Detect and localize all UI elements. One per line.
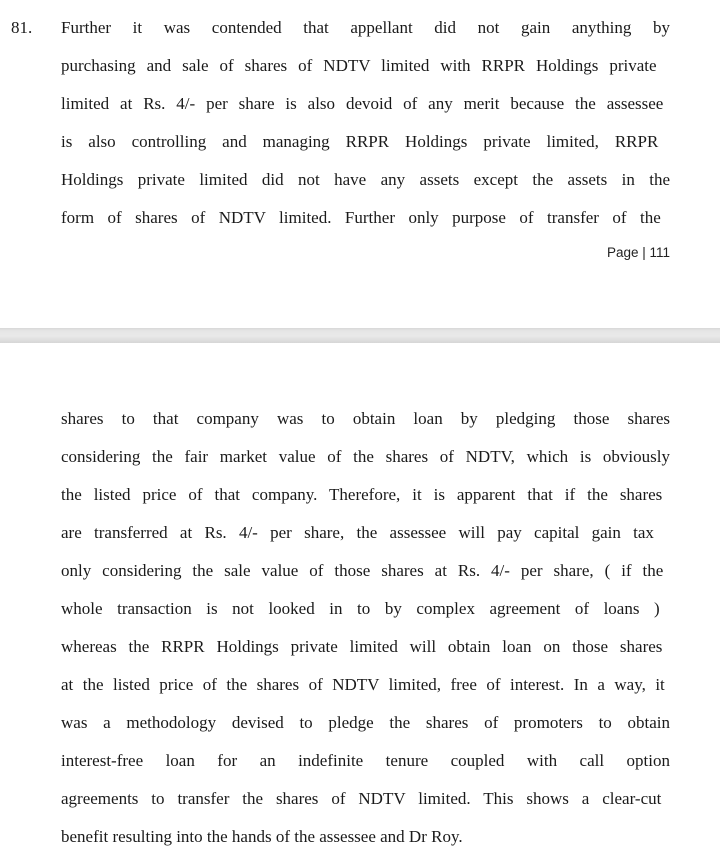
page-number-footer: Page | 111: [606, 245, 670, 260]
text-line: purchasing and sale of shares of NDTV limited with RRPR Holdings private: [61, 56, 657, 75]
text-line: agreements to transfer the shares of NDTV limited. This shows a clear-cut: [61, 789, 662, 808]
text-line: interest-free loan for an indefinite tenure coupled with call option: [61, 751, 670, 770]
text-line: are transferred at Rs. 4/- per share, the assessee will pay capital gain tax: [61, 523, 654, 542]
document-page-112: [0, 343, 720, 859]
text-line: limited at Rs. 4/- per share is also devoid of any merit because the assessee: [61, 94, 664, 113]
text-line: shares to that company was to obtain loan by pledging those shares: [61, 409, 670, 428]
text-line: form of shares of NDTV limited. Further only purpose of transfer of the: [61, 208, 661, 227]
document-page-111: [0, 0, 720, 329]
text-line: the listed price of that company. Therefore, it is apparent that if the shares: [61, 485, 663, 504]
text-line: Holdings private limited did not have any assets except the assets in the: [61, 170, 670, 189]
text-line: whole transaction is not looked in to by complex agreement of loans ): [61, 599, 660, 618]
text-line: Further it was contended that appellant did not gain anything by: [61, 18, 670, 37]
text-line: only considering the sale value of those shares at Rs. 4/- per share, ( if the: [61, 561, 664, 580]
page-separator: [0, 328, 720, 343]
paragraph-number: 81.: [11, 18, 33, 37]
text-line: at the listed price of the shares of NDTV limited, free of interest. In a way, it: [61, 675, 665, 694]
text-line: considering the fair market value of the shares of NDTV, which is obviously: [61, 447, 670, 466]
text-line: whereas the RRPR Holdings private limited will obtain loan on those shares: [61, 637, 663, 656]
text-line: benefit resulting into the hands of the assessee and Dr Roy.: [61, 827, 463, 846]
text-line: was a methodology devised to pledge the shares of promoters to obtain: [61, 713, 670, 732]
text-line: is also controlling and managing RRPR Holdings private limited, RRPR: [61, 132, 659, 151]
